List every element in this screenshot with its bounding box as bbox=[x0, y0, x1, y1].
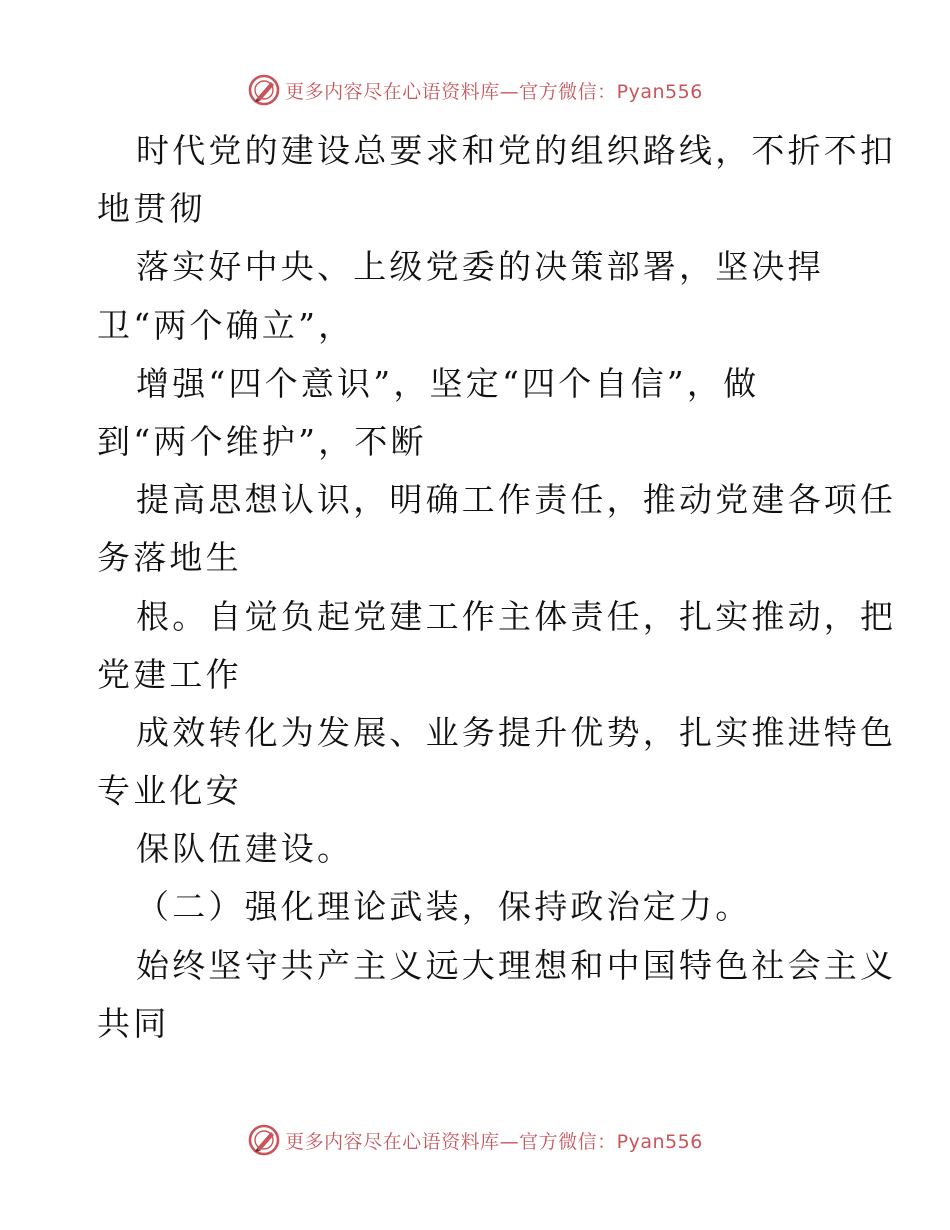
pen-nib-logo-icon bbox=[247, 1123, 281, 1157]
header-watermark bbox=[0, 70, 950, 110]
paragraph-line: 始终坚守共产主义远大理想和中国特色社会主义 bbox=[136, 945, 897, 985]
pen-nib-logo-icon bbox=[247, 73, 281, 107]
paragraph-line: 根。自觉负起党建工作主体责任，扎实推动，把 bbox=[136, 596, 897, 636]
watermark-text: 更多内容尽在心语资料库—官方微信：Pyan556 bbox=[285, 80, 703, 103]
paragraph-line: 专业化安 bbox=[97, 771, 242, 811]
paragraph-line: （二）强化理论武装，保持政治定力。 bbox=[136, 887, 752, 927]
paragraph-line: 保队伍建设。 bbox=[136, 829, 354, 869]
paragraph-line: 地贯彻 bbox=[97, 189, 206, 229]
watermark-text: 更多内容尽在心语资料库—官方微信：Pyan556 bbox=[285, 1130, 703, 1153]
paragraph-line: 党建工作 bbox=[97, 654, 242, 694]
document-body bbox=[97, 122, 897, 1053]
paragraph-line: 时代党的建设总要求和党的组织路线，不折不扣 bbox=[136, 131, 897, 170]
paragraph-line: 共同 bbox=[97, 1003, 170, 1043]
paragraph-line: 增强“四个意识”，坚定“四个自信”，做 bbox=[136, 363, 760, 403]
paragraph-line: 成效转化为发展、业务提升优势，扎实推进特色 bbox=[136, 712, 897, 752]
paragraph-line: 到“两个维护”，不断 bbox=[97, 421, 427, 461]
paragraph-line: 提高思想认识，明确工作责任，推动党建各项任 bbox=[136, 480, 897, 520]
paragraph-line: 落实好中央、上级党委的决策部署，坚决捍 bbox=[136, 247, 824, 287]
paragraph-line: 务落地生 bbox=[97, 538, 242, 578]
footer-watermark bbox=[0, 1120, 950, 1160]
paragraph-line: 卫“两个确立”， bbox=[97, 305, 355, 345]
